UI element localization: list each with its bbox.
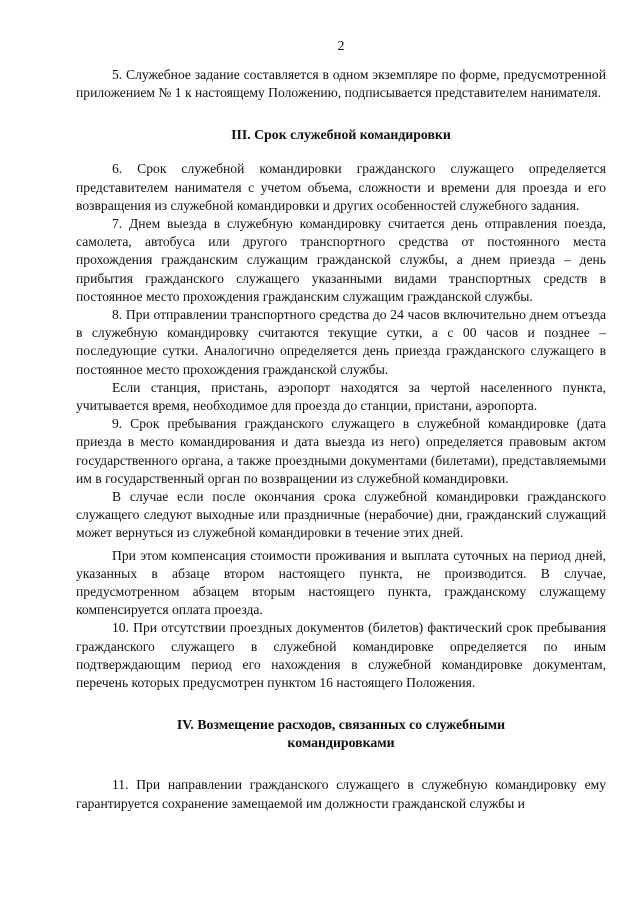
paragraph-9-second: В случае если после окончания срока служебной командировки гражданского служащего следуют выходные или праздничные (нерабочие) дни, гражданский служащий может вернуться из служебной командировки в течение этих дней.	[76, 489, 606, 541]
paragraph-11: 11. При направлении гражданского служащего в служебную командировку ему гарантируется сохранение замещаемой им должности гражданской службы и	[76, 777, 606, 811]
paragraph-9-third: При этом компенсация стоимости проживания и выплата суточных на период дней, указанных в абзаце втором настоящего пункта, не производится. В случае, предусмотренном абзацем вторым настоящего пункта, гражданскому служащему компенсируется оплата проезда.	[76, 547, 606, 618]
section-heading-3	[76, 126, 606, 144]
paragraph-8: 8. При отправлении транспортного средства до 24 часов включительно днем отъезда в служебную командировку считаются текущие сутки, а с 00 часов и позднее – последующие сутки. Аналогично определяется день приезда гражданского служащего в постоянное место прохождения гражданской службы.	[76, 307, 606, 377]
paragraph-10: 10. При отсутствии проездных документов (билетов) фактический срок пребывания гражданского служащего в служебной командировке определяется по иным подтверждающим период его нахождения в служебной командировке документам, перечень которых предусмотрен пунктом 16 настоящего Положения.	[76, 620, 606, 691]
paragraph-8-note: Если станция, пристань, аэропорт находятся за чертой населенного пункта, учитывается время, необходимое для проезда до станции, пристани, аэропорта.	[76, 379, 606, 414]
section-heading-4	[76, 716, 606, 752]
paragraph-9: 9. Срок пребывания гражданского служащего в служебной командировке (дата приезда в место командирования и дата выезда из него) определяется правовым актом государственного органа, а также проездными документами (билетами), представляемыми им в государственный орган по возвращении из служебной командировки.	[76, 416, 606, 486]
paragraph-7: 7. Днем выезда в служебную командировку считается день отправления поезда, самолета, автобуса или другого транспортного средства от постоянного места прохождения гражданским служащим гражданской службы, а днем приезда – день прибытия гражданского служащего указанными видами транспортных средств в постоянное место прохождения гражданским служащим гражданской службы.	[76, 216, 606, 304]
page-number: 2	[337, 39, 345, 54]
document-body	[76, 66, 606, 813]
section-heading-4-line-1: IV. Возмещение расходов, связанных со служебными	[176, 717, 506, 733]
paragraph-5: 5. Служебное задание составляется в одном экземпляре по форме, предусмотренной приложением № 1 к настоящему Положению, подписывается представителем нанимателя.	[76, 67, 606, 101]
section-heading-3-line: III. Срок служебной командировки	[231, 127, 451, 143]
section-heading-4-line-2: командировками	[287, 735, 395, 751]
paragraph-6: 6. Срок служебной командировки гражданского служащего определяется представителем нанимателя с учетом объема, сложности и времени для проезда и его возвращения из служебной командировки и других особенностей служебного задания.	[76, 161, 606, 213]
